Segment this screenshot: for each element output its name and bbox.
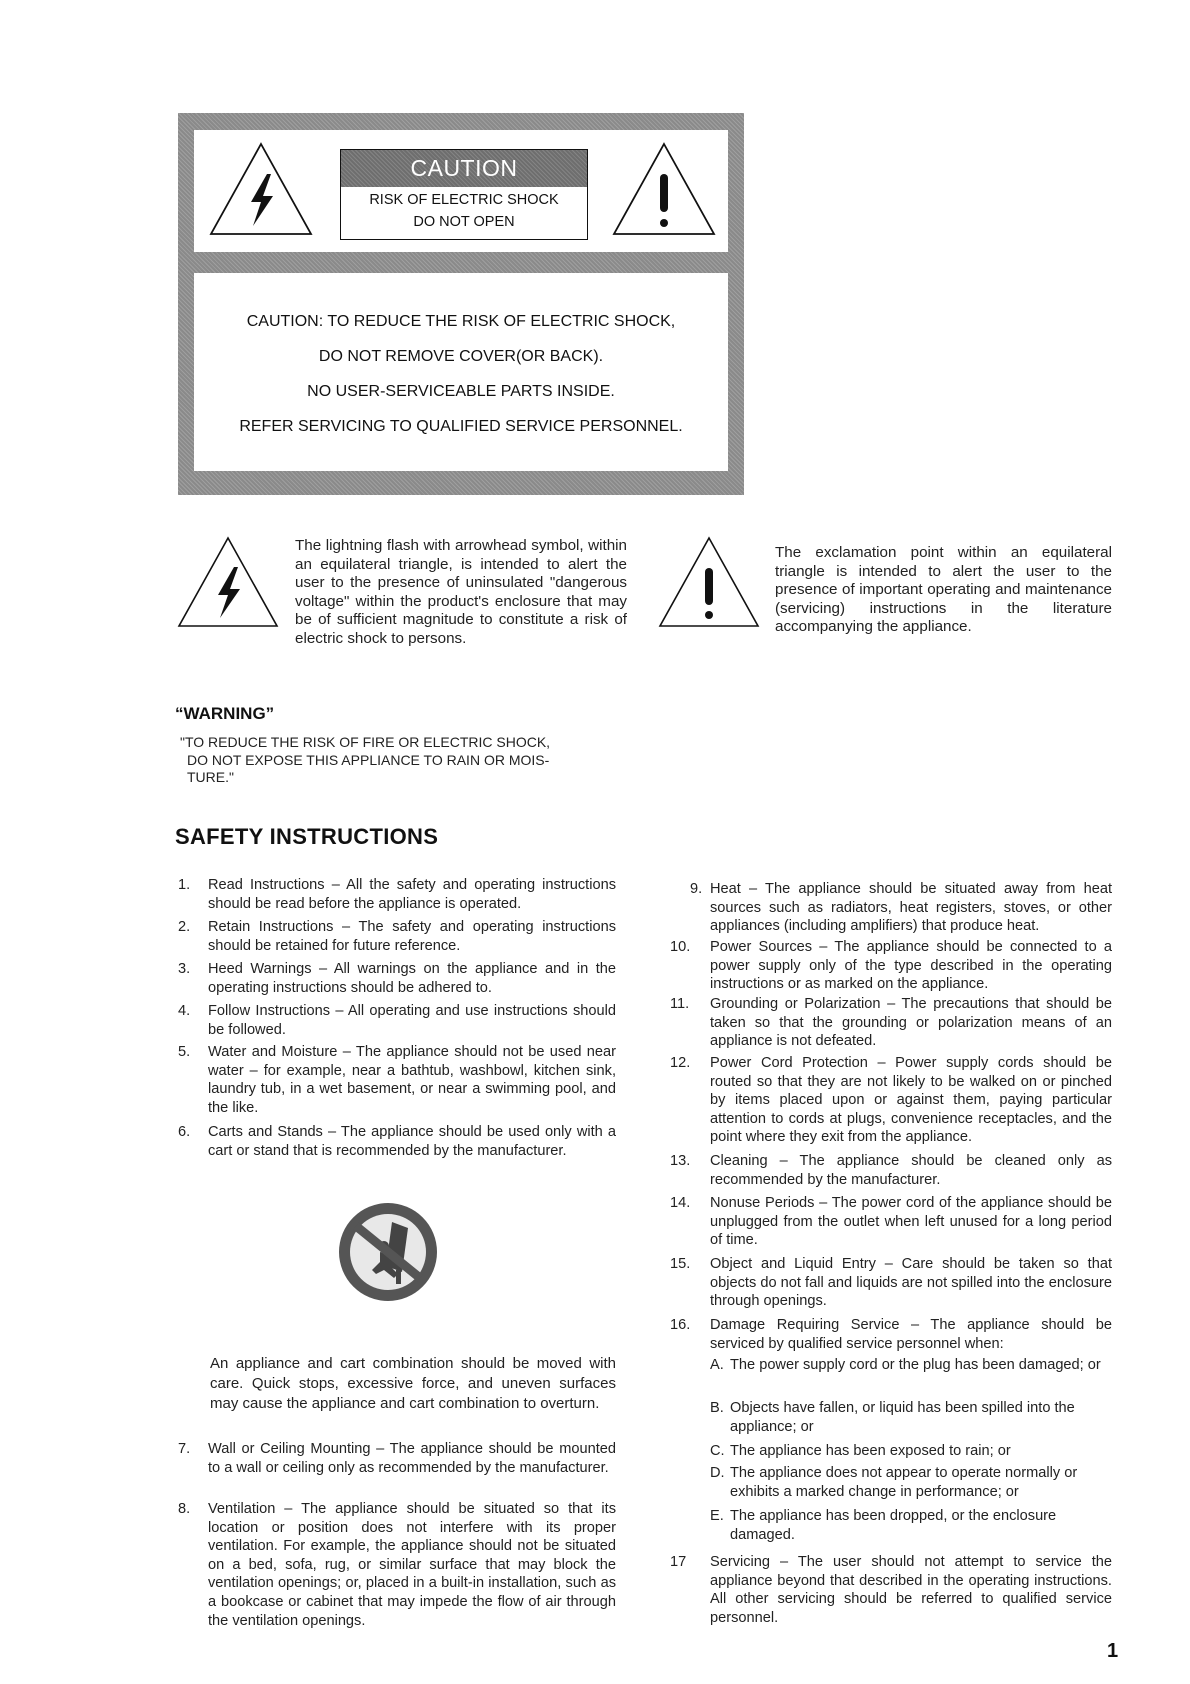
- safety-item: [670, 1255, 1112, 1311]
- safety-item: [178, 960, 616, 997]
- safety-item-number: 12.: [670, 1055, 691, 1071]
- safety-item-text: Follow Instructions – All operating and use instructions should be followed.: [208, 1003, 616, 1038]
- caution-notice-line3: NO USER-SERVICEABLE PARTS INSIDE.: [307, 383, 615, 400]
- safety-item-text: Read Instructions – All the safety and operating instructions should be read before the appliance is operated.: [208, 877, 616, 912]
- safety-item-text: Object and Liquid Entry – Care should be taken so that objects do not fall and liquids are not spilled into the enclosure through openings.: [710, 1256, 1112, 1310]
- warning-line1: "TO REDUCE THE RISK OF FIRE OR ELECTRIC SHOCK,: [180, 734, 551, 750]
- safety-item: [670, 1054, 1112, 1147]
- safety-item: [178, 918, 616, 955]
- safety-item-text: Ventilation – The appliance should be situated so that its location or position does not interfere with its proper ventilation. For example, the appliance should not be situated on a bed, sofa, rug, or similar surface that may block the ventilation openings; or, placed in a built-in installation, such as a bookcase or cabinet that may impede the flow of air through the ventilation openings.: [208, 1501, 616, 1629]
- safety-item-number: 9.: [690, 881, 703, 897]
- safety-item-number: 15.: [670, 1256, 691, 1272]
- safety-item: [178, 1043, 616, 1117]
- safety-item-number: 2.: [178, 919, 191, 935]
- safety-item-number: 16.: [670, 1317, 691, 1333]
- safety-item-number: 14.: [670, 1195, 691, 1211]
- page-number: 1: [1107, 1640, 1119, 1662]
- safety-item: [670, 1152, 1112, 1189]
- safety-item-text: Cleaning – The appliance should be cleaned only as recommended by the manufacturer.: [710, 1153, 1112, 1188]
- safety-item-text: Carts and Stands – The appliance should be used only with a cart or stand that is recommended by the manufacturer.: [208, 1124, 616, 1159]
- sub-item-text: The power supply cord or the plug has been damaged; or: [730, 1357, 1101, 1373]
- safety-item-text: Power Sources – The appliance should be connected to a power supply only of the type described in the operating instructions or as marked on the appliance.: [710, 939, 1112, 993]
- safety-item-text: Heat – The appliance should be situated away from heat sources such as radiators, heat registers, stoves, or other appliances (including amplifiers) that produce heat.: [710, 881, 1112, 935]
- lightning-symbol-icon: [175, 535, 281, 630]
- sub-item-letter: E.: [710, 1508, 724, 1524]
- safety-item: [670, 1316, 1112, 1353]
- sub-item-text: The appliance has been dropped, or the enclosure damaged.: [730, 1508, 1057, 1543]
- caution-notice-line2: DO NOT REMOVE COVER(OR BACK).: [318, 348, 604, 365]
- safety-item: [178, 1002, 616, 1039]
- sub-item-letter: B.: [710, 1400, 724, 1416]
- safety-item: [178, 876, 616, 913]
- cart-tipover-warning-icon: [336, 1200, 440, 1304]
- safety-item-text: Wall or Ceiling Mounting – The appliance should be mounted to a wall or ceiling only as recommended by the manufacturer.: [208, 1441, 616, 1476]
- cart-caption-text: An appliance and cart combination should be moved with care. Quick stops, excessive force, and uneven surfaces may cause the appliance and cart combination to overturn.: [210, 1355, 616, 1412]
- safety-item-number: 5.: [178, 1044, 191, 1060]
- safety-item: [670, 1194, 1112, 1250]
- damage-sub-item: [710, 1464, 1112, 1501]
- safety-item-text: Damage Requiring Service – The appliance should be serviced by qualified service personnel when:: [710, 1317, 1112, 1352]
- sub-item-letter: A.: [710, 1357, 724, 1373]
- safety-item-number: 11.: [670, 996, 690, 1012]
- safety-item-number: 6.: [178, 1124, 191, 1140]
- damage-sub-item: [710, 1356, 1112, 1375]
- caution-label-title: CAUTION: [341, 150, 587, 187]
- sub-item-text: The appliance does not appear to operate normally or exhibits a marked change in performance; or: [730, 1465, 1078, 1500]
- sub-item-letter: D.: [710, 1465, 725, 1481]
- safety-item: [670, 880, 1112, 936]
- warning-line3: TURE.": [187, 769, 234, 785]
- damage-sub-item: [710, 1442, 1112, 1461]
- exclamation-symbol-icon: [656, 535, 762, 630]
- safety-item-number: 10.: [670, 939, 691, 955]
- caution-label-line1: RISK OF ELECTRIC SHOCK: [369, 192, 559, 208]
- safety-item-number: 17: [670, 1554, 687, 1570]
- safety-item-number: 8.: [178, 1501, 191, 1517]
- safety-item: [178, 1500, 616, 1630]
- safety-item-text: Water and Moisture – The appliance should not be used near water – for example, near a bathtub, washbowl, kitchen sink, laundry tub, in a wet basement, or near a swimming pool, and the like.: [208, 1044, 616, 1116]
- caution-notice-line1: CAUTION: TO REDUCE THE RISK OF ELECTRIC SHOCK,: [246, 313, 676, 330]
- safety-item-text: Heed Warnings – All warnings on the appliance and in the operating instructions should be adhered to.: [208, 961, 616, 996]
- warning-title: “WARNING”: [175, 704, 275, 723]
- safety-item: [670, 995, 1112, 1051]
- caution-notice-panel: [194, 273, 728, 471]
- sub-item-text: The appliance has been exposed to rain; or: [730, 1443, 1011, 1459]
- warning-line2: DO NOT EXPOSE THIS APPLIANCE TO RAIN OR MOIS-: [187, 751, 550, 768]
- safety-item: [178, 1123, 616, 1160]
- safety-item-text: Retain Instructions – The safety and operating instructions should be retained for future reference.: [208, 919, 616, 954]
- safety-item: [670, 1553, 1112, 1627]
- safety-item-text: Servicing – The user should not attempt to service the appliance beyond that described in the operating instructions. All other servicing should be referred to qualified service personnel.: [710, 1554, 1112, 1626]
- exclamation-symbol-explanation: The exclamation point within an equilateral triangle is intended to alert the user to the presence of important operating and maintenance (servicing) instructions in the literature accompanying the appliance.: [775, 544, 1112, 635]
- safety-item-number: 1.: [178, 877, 191, 893]
- safety-item: [178, 1440, 616, 1477]
- safety-item-text: Grounding or Polarization – The precautions that should be taken so that the grounding or polarization means of an appliance is not defeated.: [710, 996, 1112, 1050]
- caution-label-line2: DO NOT OPEN: [413, 214, 515, 230]
- lightning-symbol-explanation: The lightning flash with arrowhead symbol, within an equilateral triangle, is intended to alert the user to the presence of uninsulated "dangerous voltage" within the product's enclosure that may be of sufficient magnitude to constitute a risk of electric shock to persons.: [295, 537, 627, 647]
- sub-item-letter: C.: [710, 1443, 725, 1459]
- damage-sub-item: [710, 1399, 1112, 1436]
- safety-item-number: 7.: [178, 1441, 191, 1457]
- sub-item-text: Objects have fallen, or liquid has been spilled into the appliance; or: [730, 1400, 1075, 1435]
- warning-body: [180, 734, 595, 787]
- safety-item-number: 4.: [178, 1003, 191, 1019]
- safety-item-number: 3.: [178, 961, 191, 977]
- caution-notice-line4: REFER SERVICING TO QUALIFIED SERVICE PERSONNEL.: [239, 418, 683, 435]
- safety-item: [670, 938, 1112, 994]
- safety-item-text: Power Cord Protection – Power supply cords should be routed so that they are not likely to be walked on or pinched by items placed upon or against them, paying particular attention to cords at plugs, convenience receptacles, and the point where they exit from the appliance.: [710, 1055, 1112, 1146]
- caution-label: [340, 149, 588, 240]
- safety-item-text: Nonuse Periods – The power cord of the appliance should be unplugged from the outlet when left unused for a long period of time.: [710, 1195, 1112, 1249]
- damage-sub-item: [710, 1507, 1112, 1544]
- cart-caption: [210, 1354, 616, 1414]
- safety-item-number: 13.: [670, 1153, 691, 1169]
- lightning-warning-icon: [207, 140, 315, 238]
- safety-instructions-title: SAFETY INSTRUCTIONS: [175, 824, 439, 849]
- exclamation-warning-icon: [610, 140, 718, 238]
